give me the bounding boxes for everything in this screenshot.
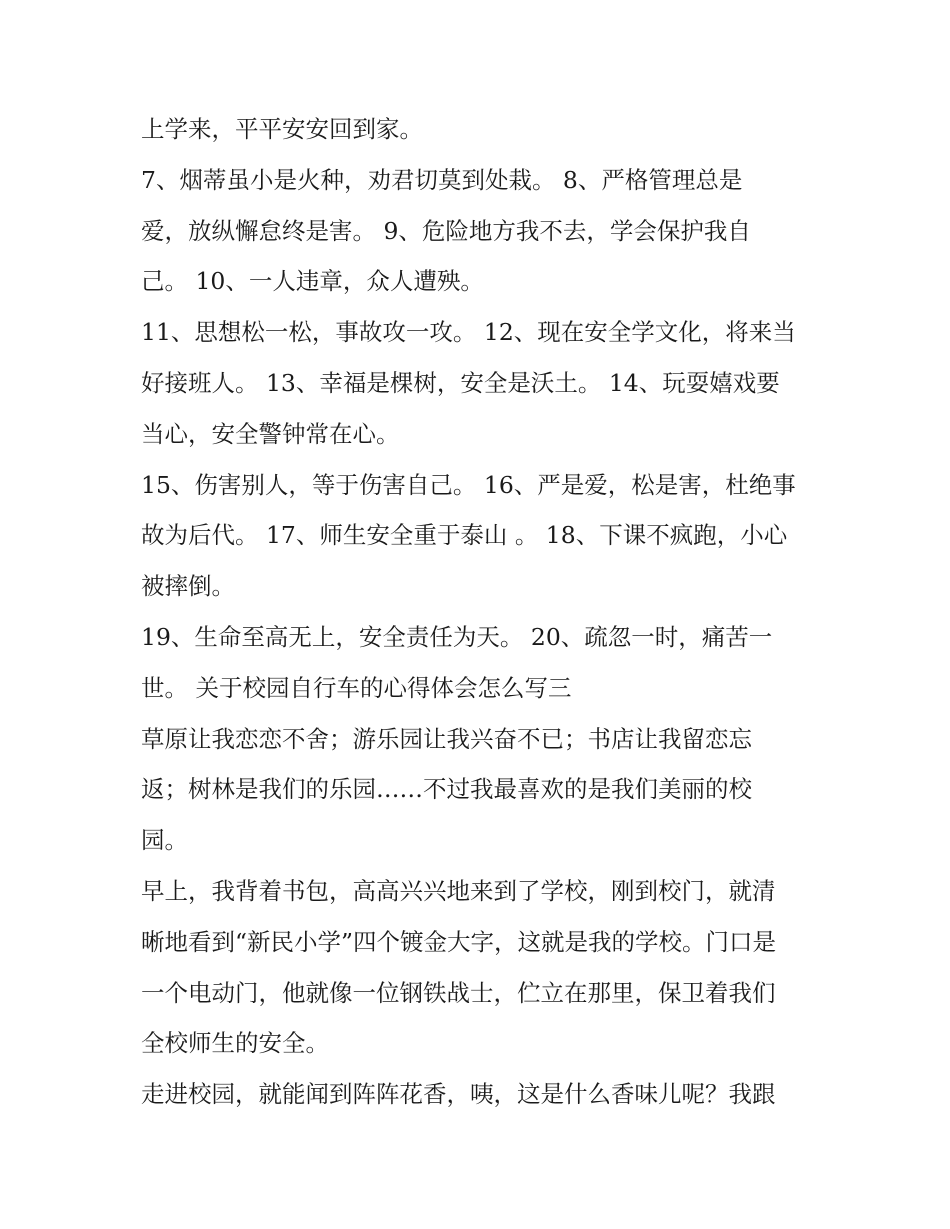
text-line: 当心，安全警钟常在心。	[141, 419, 400, 448]
text-line: 走进校园，就能闻到阵阵花香，咦，这是什么香味儿呢？我跟	[141, 1080, 776, 1109]
paragraph-5	[141, 612, 821, 714]
text-line: 19、生命至高无上，安全责任为天。 20、疏忽一时，痛苦一	[141, 622, 773, 651]
paragraph-4	[141, 460, 821, 612]
text-line: 己。 10、一人违章，众人遭殃。	[141, 267, 484, 296]
text-line: 全校师生的安全。	[141, 1029, 329, 1058]
text-line: 返；树林是我们的乐园……不过我最喜欢的是我们美丽的校	[141, 775, 752, 804]
text-line: 11、思想松一松，事故攻一攻。 12、现在安全学文化，将来当	[141, 318, 796, 347]
text-line: 15、伤害别人，等于伤害自己。 16、严是爱，松是害，杜绝事	[141, 470, 796, 499]
text-line: 草原让我恋恋不舍；游乐园让我兴奋不已；书店让我留恋忘	[141, 724, 752, 753]
text-line: 上学来，平平安安回到家。	[141, 115, 423, 143]
text-line: 晰地看到“新民小学”四个镀金大字，这就是我的学校。门口是	[141, 927, 777, 956]
text-line: 世。 关于校园自行车的心得体会怎么写三	[141, 673, 572, 702]
text-line: 爱，放纵懈怠终是害。 9、危险地方我不去，学会保护我自	[141, 216, 751, 245]
paragraph-1	[141, 104, 821, 155]
paragraph-7	[141, 866, 821, 1069]
text-line: 一个电动门，他就像一位钢铁战士，伫立在那里，保卫着我们	[141, 978, 776, 1007]
text-line: 早上，我背着书包，高高兴兴地来到了学校，刚到校门，就清	[141, 876, 776, 905]
text-line: 被摔倒。	[141, 572, 235, 601]
text-line: 好接班人。 13、幸福是棵树，安全是沃土。 14、玩耍嬉戏要	[141, 368, 780, 397]
paragraph-2	[141, 155, 821, 307]
paragraph-6	[141, 714, 821, 866]
paragraph-3	[141, 307, 821, 459]
text-line: 园。	[141, 826, 188, 855]
text-line: 7、烟蒂虽小是火种，劝君切莫到处栽。 8、严格管理总是	[141, 165, 743, 194]
text-line: 故为后代。 17、师生安全重于泰山 。 18、下课不疯跑，小心	[141, 521, 788, 550]
paragraph-8	[141, 1069, 821, 1120]
document-body	[141, 104, 821, 1120]
